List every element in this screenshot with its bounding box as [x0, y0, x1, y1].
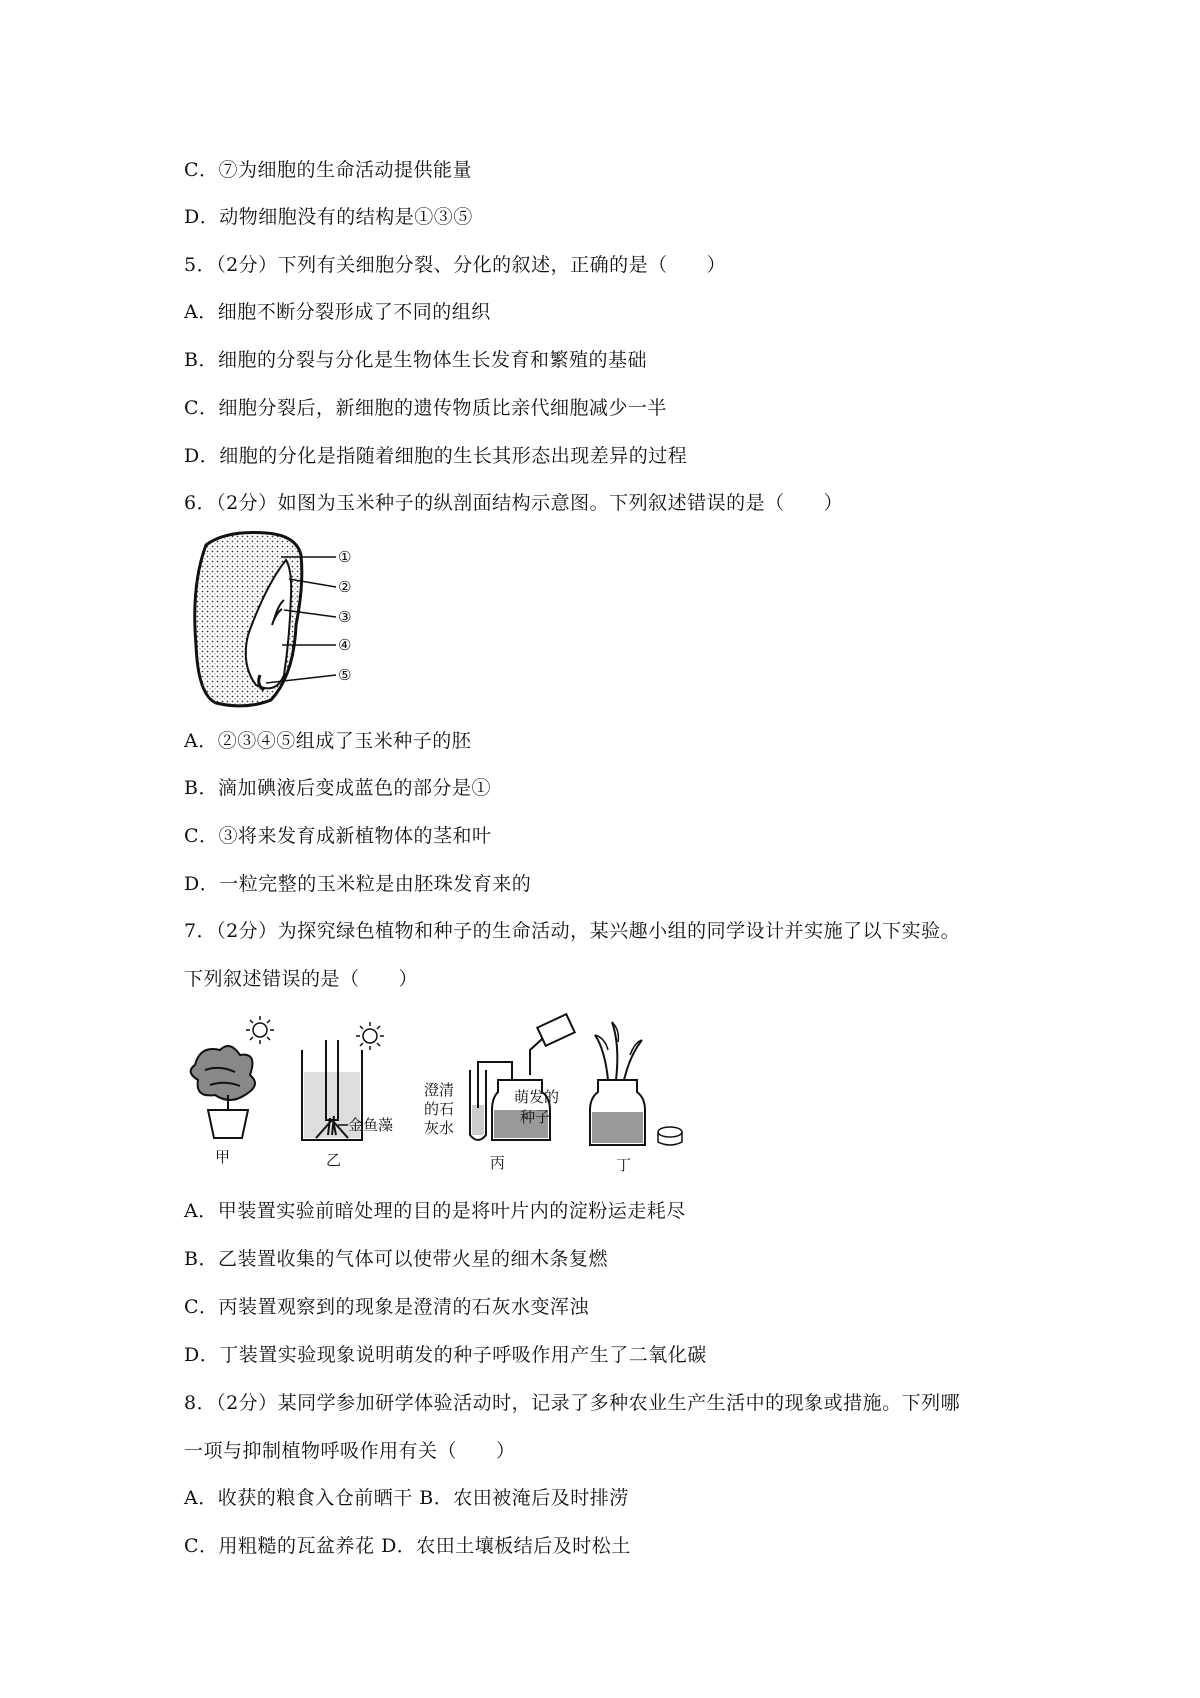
seed-label-4: ④: [338, 636, 352, 654]
q7-stem-line1: 7．（2分）为探究绿色植物和种子的生命活动，某兴趣小组的同学设计并实施了以下实验。: [184, 920, 961, 942]
q8-options-ab: A．收获的粮食入仓前晒干 B．农田被淹后及时排涝: [184, 1487, 629, 1509]
label-limewater-3: 灰水: [424, 1119, 455, 1137]
q4-option-c: C．⑦为细胞的生命活动提供能量: [184, 159, 473, 181]
q8-stem-line1: 8．（2分）某同学参加研学体验活动时，记录了多种农业生产生活中的现象或措施。下列哪: [184, 1392, 961, 1414]
q6-option-b: B．滴加碘液后变成蓝色的部分是①: [184, 777, 491, 799]
experiment-figure: [180, 1010, 720, 1180]
seed-label-5: ⑤: [338, 666, 352, 684]
q6-stem: 6．（2分）如图为玉米种子的纵剖面结构示意图。下列叙述错误的是（ ）: [184, 492, 844, 514]
seed-label-3: ③: [338, 608, 352, 626]
q5-option-a: A．细胞不断分裂形成了不同的组织: [184, 301, 491, 323]
sun-icon: [363, 1029, 377, 1043]
q6-option-d: D．一粒完整的玉米粒是由胚珠发育来的: [184, 873, 532, 895]
corn-seed-figure: [186, 525, 376, 715]
q5-option-b: B．细胞的分裂与分化是生物体生长发育和繁殖的基础: [184, 349, 647, 371]
q7-option-c: C．丙装置观察到的现象是澄清的石灰水变浑浊: [184, 1296, 590, 1318]
label-yi: 乙: [326, 1151, 342, 1169]
sun-icon: [253, 1023, 267, 1037]
q7-option-b: B．乙装置收集的气体可以使带火星的细木条复燃: [184, 1248, 608, 1270]
label-limewater-1: 澄清: [424, 1081, 455, 1099]
seed-label-1: ①: [338, 548, 352, 566]
setup-jia: [191, 1016, 274, 1166]
leaf-cluster: [191, 1046, 255, 1100]
q6-option-a: A．②③④⑤组成了玉米种子的胚: [184, 730, 472, 752]
label-jia: 甲: [215, 1148, 231, 1166]
pouring-beaker: [537, 1014, 574, 1046]
setup-ding: [590, 1022, 682, 1174]
label-seeds-2: 种子: [520, 1108, 551, 1126]
q7-stem-line2: 下列叙述错误的是（ ）: [184, 968, 419, 990]
q5-stem: 5．（2分）下列有关细胞分裂、分化的叙述，正确的是（ ）: [184, 254, 727, 276]
q8-options-cd: C．用粗糙的瓦盆养花 D．农田土壤板结后及时松土: [184, 1535, 631, 1557]
q7-option-a: A．甲装置实验前暗处理的目的是将叶片内的淀粉运走耗尽: [184, 1200, 686, 1222]
q6-option-c: C．③将来发育成新植物体的茎和叶: [184, 825, 492, 847]
label-jinyuzao: 金鱼藻: [348, 1116, 394, 1134]
q4-option-d: D．动物细胞没有的结构是①③⑤: [184, 206, 473, 228]
label-ding: 丁: [616, 1156, 632, 1174]
setup-yi: [302, 1022, 393, 1169]
q5-option-d: D．细胞的分化是指随着细胞的生长其形态出现差异的过程: [184, 445, 688, 467]
setup-bing: [424, 1014, 575, 1172]
q7-option-d: D．丁装置实验现象说明萌发的种子呼吸作用产生了二氧化碳: [184, 1344, 707, 1366]
label-seeds-1: 萌发的: [514, 1088, 560, 1106]
flower-pot: [208, 1110, 248, 1138]
q8-stem-line2: 一项与抑制植物呼吸作用有关（ ）: [184, 1440, 516, 1462]
seedlings: [595, 1022, 642, 1080]
label-bing: 丙: [490, 1154, 506, 1172]
seed-label-2: ②: [338, 578, 352, 596]
label-limewater-2: 的石: [424, 1100, 455, 1118]
q5-option-c: C．细胞分裂后，新细胞的遗传物质比亲代细胞减少一半: [184, 397, 668, 419]
dish: [658, 1127, 682, 1137]
